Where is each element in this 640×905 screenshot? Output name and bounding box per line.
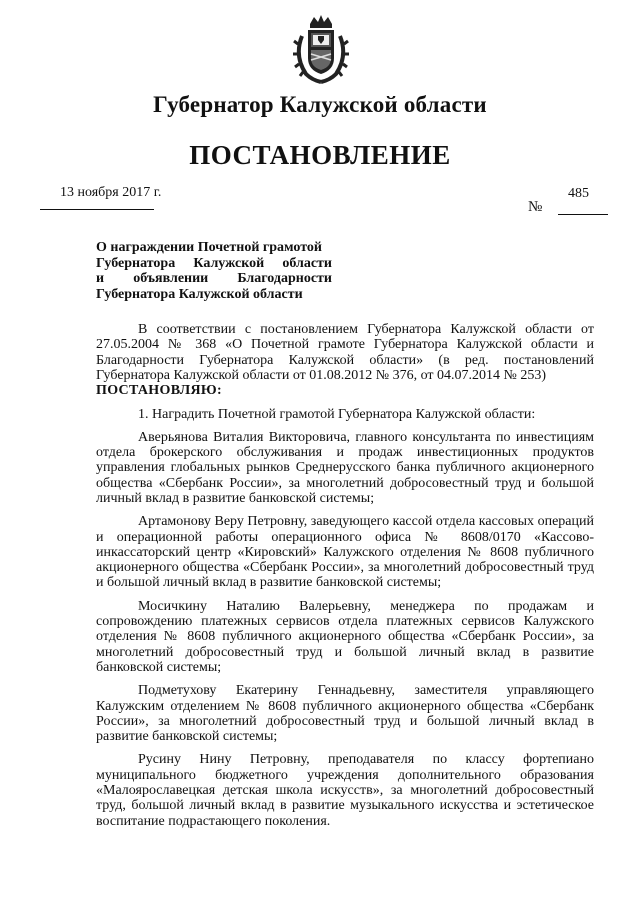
number-underline [558, 214, 608, 215]
resolve-heading: ПОСТАНОВЛЯЮ: [96, 383, 222, 399]
date-underline [40, 209, 154, 210]
awardee-paragraph: Мосичкину Наталию Валерьевну, менеджера по продажам и сопровождению платежных сервисов отдела платежных сервисов Калужского отделения № 8608 публичного акционерного общества «Сбербанк России», за многолетний добросовестный труд и большой личный вклад в развитие банковской системы; [96, 598, 594, 675]
document-subject [96, 240, 332, 302]
subject-line: О награждении Почетной грамотой [96, 240, 322, 255]
awardee-paragraph: Подметухову Екатерину Геннадьевну, заместителя управляющего Калужским отделением № 8608 публичного акционерного общества «Сбербанк России», за многолетний добросовестный труд и большой личный вклад в развитие банковской системы; [96, 683, 594, 745]
awardee-paragraph: Артамонову Веру Петровну, заведующего кассой отдела кассовых операций и операционной работы операционного офиса № 8608/0170 «Кассово-инкассаторский центр «Кировский» Калужского отделения № 8608 публичного акционерного общества «Сбербанк России», за многолетний добросовестный труд и большой личный вклад в развитие банковской системы; [96, 514, 594, 591]
subject-line: Губернатора Калужской области [96, 255, 332, 271]
number-sign: № [528, 199, 543, 215]
awardee-paragraph: Русину Нину Петровну, преподавателя по классу фортепиано муниципального бюджетного учреждения дополнительного образования «Малоярославецкая детская школа искусств», за многолетний добросовестный труд, большой личный вклад в развитие музыкального искусства и эстетическое воспитание подрастающего поколения. [96, 752, 594, 829]
document-body [96, 322, 594, 837]
preamble-paragraph: В соответствии с постановлением Губернатора Калужской области от 27.05.2004 № 368 «О Почетной грамоте Губернатора Калужской области и Благодарности Губернатора Калужской области» (в ред. постановлений Губернатора Калужской области от 01.08.2012 № 376, от 04.07.2014 № 253) [96, 322, 594, 383]
organization-title: Губернатор Калужской области [153, 92, 487, 117]
document-date: 13 ноября 2017 г. [60, 185, 162, 200]
document-type-title: ПОСТАНОВЛЕНИЕ [189, 140, 451, 170]
subject-line: и объявлении Благодарности [96, 271, 332, 286]
subject-line: Губернатора Калужской области [96, 286, 303, 302]
awardee-paragraph: Аверьянова Виталия Викторовича, главного консультанта по инвестициям отдела брокерского обслуживания и продаж инвестиционных продуктов управления глобальных рынков Среднерусского банка публичного акционерного общества «Сбербанк России», за многолетний добросовестный труд и большой личный вклад в развитие банковской системы; [96, 429, 594, 506]
document-number: 485 [568, 186, 589, 201]
kaluga-oblast-coat-of-arms-icon [292, 14, 350, 84]
award-item-heading: 1. Наградить Почетной грамотой Губернатора Калужской области: [138, 407, 536, 423]
